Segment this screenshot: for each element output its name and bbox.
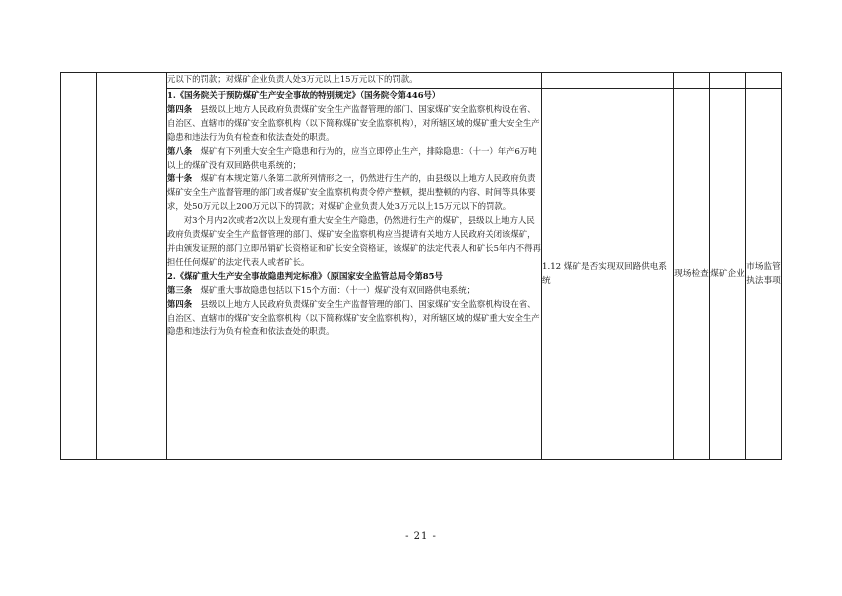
law2-article4: 第四条 县级以上地方人民政府负责煤矿安全生产监督管理的部门、国家煤矿安全监察机构设在省、自治区、直辖市的煤矿安全监察机构（以下简称煤矿安全监察机构），对所辖区域的煤矿重大安全生产隐患和违法行为负有检查和依法查处的职责。 [167, 298, 540, 337]
empty-cell-col1 [61, 73, 97, 460]
inspection-table [60, 72, 782, 460]
empty-cell-col2 [97, 73, 167, 460]
check-item-cell: 1.12 煤矿是否实现双回路供电系统 [542, 89, 674, 460]
empty-cell-method-top [674, 73, 710, 89]
category-cell: 市场监管执法事项 [746, 89, 782, 460]
empty-cell-category-top [746, 73, 782, 89]
page-number: - 21 - [405, 531, 437, 542]
law1-article4: 第四条 县级以上地方人民政府负责煤矿安全生产监督管理的部门、国家煤矿安全监察机构设在省、自治区、直辖市的煤矿安全监察机构（以下简称煤矿安全监察机构），对所辖区域的煤矿重大安全生产隐患和违法行为负有检查和依法查处的职责。 [167, 103, 540, 142]
empty-cell-target-top [710, 73, 746, 89]
table-row-main [61, 89, 782, 460]
law1-article10: 第十条 煤矿有本规定第八条第二款所列情形之一，仍然进行生产的，由县级以上地方人民政府负责煤矿安全生产监督管理的部门或者煤矿安全监察机构责令停产整顿，提出整顿的内容、时间等具体要求，处50万元以上200万元以下的罚款；对煤矿企业负责人处3万元以上15万元以下的罚款。 [167, 173, 536, 212]
law1-paragraph: 对3个月内2次或者2次以上发现有重大安全生产隐患，仍然进行生产的煤矿，县级以上地方人民政府负责煤矿安全生产监督管理的部门、煤矿安全监察机构应当提请有关地方人民政府关闭该煤矿，并由颁发证照的部门立即吊销矿长资格证和矿长安全资格证，该煤矿的法定代表人和矿长5年内不得再担任任何煤矿的法定代表人或者矿长。 [167, 215, 541, 267]
check-method-cell: 现场检查 [674, 89, 710, 460]
check-target-cell: 煤矿企业 [710, 89, 746, 460]
legal-basis-cell [167, 89, 542, 460]
empty-cell-item-top [542, 73, 674, 89]
table-row-top [61, 73, 782, 89]
law2-title: 2.《煤矿重大生产安全事故隐患判定标准》（原国家安全监管总局令第85号 [167, 270, 443, 281]
law1-article8: 第八条 煤矿有下列重大安全生产隐患和行为的，应当立即停止生产，排除隐患：（十一）年产6万吨以上的煤矿没有双回路供电系统的； [167, 145, 537, 170]
law2-article3: 第三条 煤矿重大事故隐患包括以下15个方面：（十一）煤矿没有双回路供电系统； [167, 284, 475, 295]
continued-penalty-text: 元以下的罚款；对煤矿企业负责人处3万元以上15万元以下的罚款。 [167, 73, 542, 89]
law1-title: 1.《国务院关于预防煤矿生产安全事故的特别规定》（国务院令第446号） [167, 90, 441, 100]
